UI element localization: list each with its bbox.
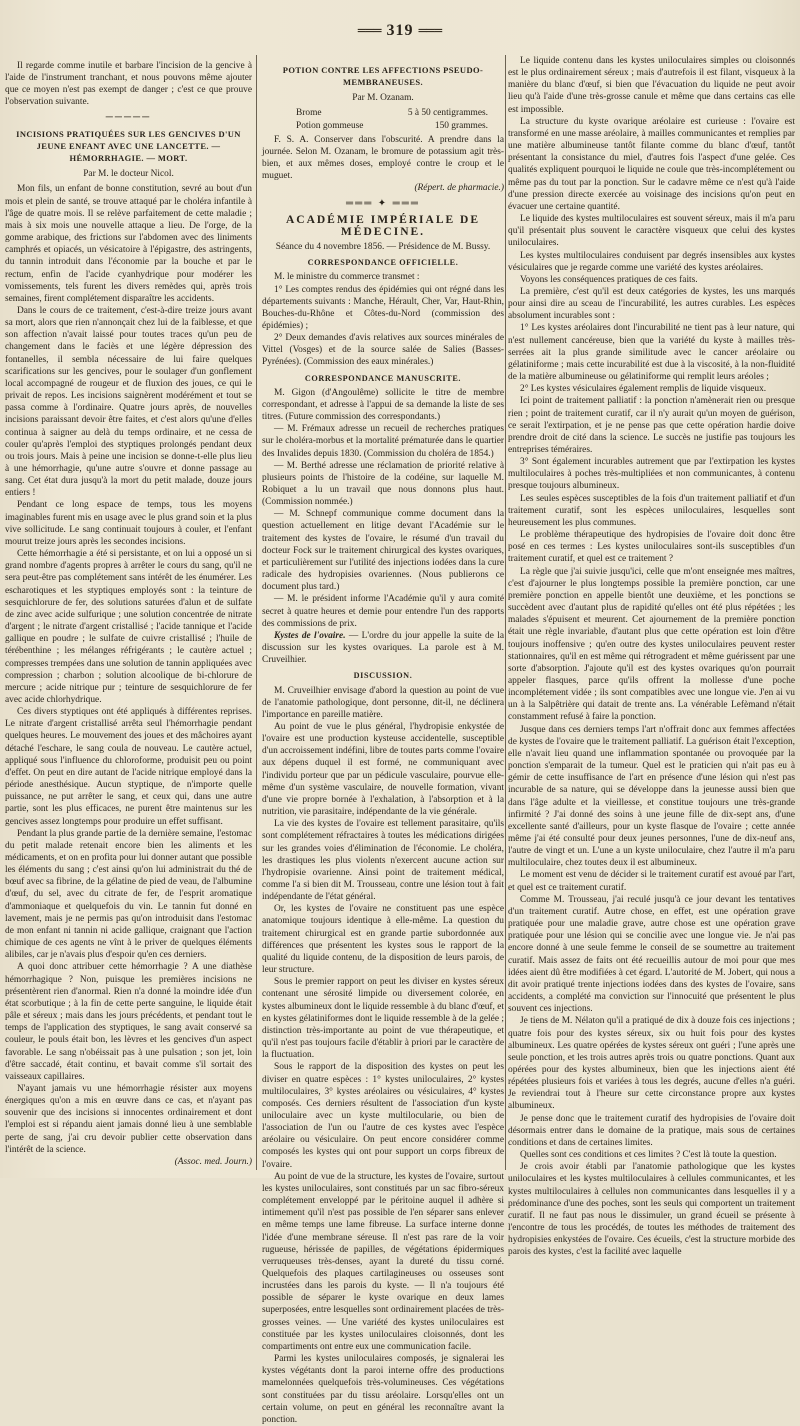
paragraph: Comme M. Trousseau, j'ai reculé jusqu'à ce jour devant les tentatives d'un traitement curatif. Autre chose, en effet, est une opération grave pratiquée pour une maladie grave, autre chose est une opération grave pratiquée pour une lésion qui se concilie avec une longue vie. Je n'ai pas encore donné à une seule femme le conseil de se soumettre au traitement curatif. Mais assez de faits ont été recueillis autour de moi pour que mes idées aient dû être modifiées à cet égard. L'autorité de M. Jobert, qui nous a dit avoir pratiqué trente injections iodées dans des kystes de l'ovaire, sans accidents, a complété ma conviction sur l'innocuité que présentent le plus souvent ces injections. <box>508 894 795 1015</box>
paragraph: Voyons les conséquences pratiques de ces faits. <box>520 274 698 285</box>
header-ornament-left: ═══ <box>357 24 382 39</box>
header-ornament-right: ═══ <box>418 24 443 39</box>
formula-row <box>262 120 504 132</box>
formula-quantity: 150 grammes. <box>434 120 488 131</box>
paragraph: Je pense donc que le traitement curatif des hydropisies de l'ovaire doit désormais entrer dans le domaine de la pratique, mais sous de certaines conditions et dans de certaines limites. <box>508 1113 795 1148</box>
corr-manuscrite-title: CORRESPONDANCE MANUSCRITE. <box>304 373 462 383</box>
separator: ═══ ✦ ═══ <box>346 197 420 209</box>
paragraph: Jusque dans ces derniers temps l'art n'offrait donc aux femmes affectées de kystes de l'ovaire que le traitement palliatif. La guérison était l'exception, elle n'avait lieu quand une inflammation spontanée ou provoquée par la ponction s'emparait de la tumeur. Quel est le praticien qui n'ait pas eu à gémir de cette insuffisance de l'art en présence d'une lésion qui n'est pas incurable de sa nature, qui se développe dans la jeunesse aussi bien que dans l'âge adulte et la vieillesse, et constitue toujours une très-grande infirmité ? J'ai donné des soins à une jeune fille de dix-sept ans, d'une excellente santé d'ailleurs, pour un kyste flasque de l'ovaire ; cette année même j'ai été consulté pour deux jeunes personnes, l'une de dix-neuf ans, l'autre de vingt et un. L'une a un kyste uniloculaire, chez l'autre il m'a paru multiloculaire, chez toutes deux il est albumineux. <box>508 724 795 869</box>
paragraph: 2° Deux demandes d'avis relatives aux sources minérales de Vittel (Vosges) et de la source salée de Salies (Basses-Pyrénées). (Commission des eaux minérales.) <box>262 333 504 368</box>
formula-ingredient: Potion gommeuse <box>296 120 364 131</box>
paragraph: Au point de vue le plus général, l'hydropisie enkystée de l'ovaire est une production kysteuse accidentelle, susceptible d'un accroissement indéfini, libre de toutes parts comme l'ovaire aux dépens duquel il est formé, ne communiquant avec l'individu porteur que par un pédicule vasculaire, pourvue elle-même d'un système vasculaire, de nouvelle formation, vivant d'une vie propre bornée à l'exhalation, à l'absorption et à la nutrition, vie parasitaire, indépendante de la vie générale. <box>262 721 504 818</box>
paragraph: Parmi les kystes uniloculaires composés, je signalerai les kystes végétants dont la paroi interne offre des productions mamelonnées quelquefois très-volumineuses. Ces végétations sont constituées par du tissu aréolaire. Lorsqu'elles ont un certain volume, on peut en général les reconnaître avant la ponction. <box>262 1354 504 1425</box>
paragraph: Je crois avoir établi par l'anatomie pathologique que les kystes uniloculaires et les kystes multiloculaires à cellules communicantes, et les kystes multiloculaires à cellules non communicantes dans lesquelles il y a prédominance d'une des poches, sont les seuls qui comportent un traitement curatif. Il ne faut pas nous le dissimuler, un grand écueil se présente à l'encontre de tous les procédés, de toutes les méthodes de traitement des hydropisies enkystées de l'ovaire. Ces écueils, c'est la structure morbide des parois des kystes, c'est la facilité avec laquelle <box>508 1162 795 1258</box>
seance-line: Séance du 4 novembre 1856. — Présidence de M. Bussy. <box>275 242 491 253</box>
paragraph: Le liquide des kystes multiloculaires est souvent séreux, mais il m'a paru qu'il présentait plus souvent le caractère visqueux que celui des kystes uniloculaires. <box>508 214 795 249</box>
paragraph: La première, c'est qu'il est deux catégories de kystes, les uns marqués pour ainsi dire au sceau de l'incurabilité, les autres curables. Les espèces absolument incurables sont : <box>508 286 795 322</box>
paragraph: Or, les kystes de l'ovaire ne constituent pas une espèce anatomique toujours identique à elle-même. La question du traitement chirurgical est en grande partie subordonnée aux différences que présentent les kystes sous le rapport de la qualité du liquide contenu, de la disposition de leurs parois, de leur structure. <box>262 904 504 976</box>
academy-title: ACADÉMIE IMPÉRIALE DE MÉDECINE. <box>285 213 481 238</box>
intro-paragraph: Il regarde comme inutile et barbare l'incision de la gencive à l'aide de l'instrument tranchant, et nous pouvons même ajouter que ce moyen n'est pas exempt de danger ; c'est ce que prouve l'observation suivante. <box>5 61 252 108</box>
paragraph: La vie des kystes de l'ovaire est tellement parasitaire, qu'ils sont complétement réfractaires à toutes les médications dirigées sur les grandes voies d'élimination de l'économie. Le choléra, les drastiques les plus violents n'exercent aucune action sur l'hydropisie ovarienne. Ainsi point de traitement médical, comme l'a si bien dit M. Trousseau, contre une lésion tout à fait indépendante de l'état général. <box>262 819 504 903</box>
paragraph: M. Gigon (d'Angoulême) sollicite le titre de membre correspondant, et adresse à l'appui de sa demande la liste de ses titres. (Future commission des correspondants.) <box>262 387 504 423</box>
paragraph: — M. Berthé adresse une réclamation de priorité relative à plusieurs points de l'histoire de la codéine, sur laquelle M. Robiquet a lu un travail que nous donnons plus haut. (Commission nommée.) <box>262 460 504 508</box>
paragraph: Le moment est venu de décider si le traitement curatif est avoué par l'art, et quel est ce traitement curatif. <box>508 870 795 893</box>
potion-source: (Répert. de pharmacie.) <box>414 183 504 194</box>
paragraph: A quoi donc attribuer cette hémorrhagie ? A une diathèse hémorrhagique ? Non, puisque les premières incisions ne présentèrent rien d'anormal. Rien n'a donné la moindre idée d'un état scorbutique ; à la fin de cette perte sanguine, le liquide était pâle et séreux ; mais dans les jours précédents, et pendant tout le temps de l'application des styptiques, le sang avait conservé sa couleur, le pouls était bon, les lèvres et les gencives d'un aspect favorable. Le sang n'obéissait pas à une pulsation ; son jet, loin d'être saccadé, était continu, et bavait comme s'il sortait des vaisseaux capillaires. <box>5 962 252 1082</box>
column-right <box>508 55 795 1258</box>
paragraph: — M. Frémaux adresse un recueil de recherches pratiques sur le choléra-morbus et la mortalité prématurée dans le quartier des Invalides depuis 1830. (Commission du choléra de 1854.) <box>262 424 504 459</box>
paragraph: 3° Sont également incurables autrement que par l'extirpation les kystes multiloculaires à poches très-multipliées et non communicantes, à contenu presque toujours albumineux. <box>508 457 795 492</box>
paragraph: La structure du kyste ovarique aréolaire est curieuse : l'ovaire est transformé en une masse aréolaire, à mailles communicantes et remplies par une matière albumineuse tantôt filante comme du blanc d'œuf, tantôt présentant la consistance du miel, d'autres fois l'aspect d'une gelée. Ces qualités expliquent pourquoi le liquide ne coule que très-incomplétement ou même pas du tout par la ponction. Sur le cadavre même ce n'est qu'à l'aide d'une pression directe exercée au voisinage des incisions qu'on peut en évacuer une certaine quantité. <box>508 116 795 212</box>
paragraph: 2° Les kystes vésiculaires également remplis de liquide visqueux. <box>520 384 767 395</box>
paragraph: 1° Les kystes aréolaires dont l'incurabilité ne tient pas à leur nature, qui n'est nullement cancéreuse, bien que la variété du kyste à mailles très-serrées ait la plus grande similitude avec le cancer aréolaire ou gélatiniforme ; mais cette incurabilité est due à la viscosité, à la non-fluidité de la matière albumineuse ou gélatiniforme qui remplit leurs aréoles ; <box>508 323 795 383</box>
page-header <box>0 20 800 42</box>
paragraph: Le problème thérapeutique des hydropisies de l'ovaire doit donc être posé en ces termes : Les kystes uniloculaires sont-ils susceptibles d'un traitement curatif, et quel est ce traitement ? <box>508 530 795 565</box>
paragraph: Ici point de traitement palliatif : la ponction n'amènerait rien ou presque rien ; point de traitement curatif, car il n'y aurait qu'un moyen de guérison, ce serait l'extirpation, et je ne pense pas que cette opération hardie doive prendre droit de cité dans la science. Le succès ne justifie pas toujours les entreprises téméraires. <box>508 396 795 455</box>
page-number: 319 <box>386 22 414 39</box>
column-left <box>5 60 252 1170</box>
article-title: INCISIONS PRATIQUÉES SUR LES GENCIVES D'UN JEUNE ENFANT AVEC UNE LANCETTE. — HÉMORRHAGIE. — MORT. <box>16 128 241 164</box>
potion-title: POTION CONTRE LES AFFECTIONS PSEUDO-MEMBRANEUSES. <box>282 65 484 88</box>
paragraph: — M. le président informe l'Académie qu'il y aura comité secret à quatre heures et demie pour entendre l'un des rapports des commissions de prix. <box>262 594 504 629</box>
paragraph: Sous le premier rapport on peut les diviser en kystes séreux contenant une sérosité limpide ou diversement colorée, en kystes albumineux dont le liquide ressemble à du blanc d'œuf, et en kystes gélatiniformes dont le liquide ressemble à de la gelée ; distinction très-importante au point de vue thérapeutique, et qu'il n'est pas toujours facile d'établir à priori par le caractère de la fluctuation. <box>262 977 504 1061</box>
paragraph: Les seules espèces susceptibles de la fois d'un traitement palliatif et d'un traitement curatif, sont les espèces uniloculaires, lesquelles sont heureusement les plus communes. <box>508 493 795 528</box>
paragraph: M. Cruveilhier envisage d'abord la question au point de vue de l'anatomie pathologique, dont personne, dit-il, ne déclinera l'importance en pareille matière. <box>262 685 504 720</box>
kystes-text: — L'ordre du jour appelle la suite de la discussion sur les kystes ovariques. La parole est à M. Cruveilhier. <box>262 630 504 666</box>
paragraph: Cette hémorrhagie a été si persistante, et on lui a opposé un si grand nombre d'agents propres à arrêter le cours du sang, qu'il ne sera peut-être pas complétement sans intérêt de les énumérer. Les escharotiques et les styptiques employés sont : la teinture de sesquichlorure de fer, des solutions saturées d'alun et de sulfate de zinc avec acide sulfurique ; une solution concentrée de nitrate d'argent ; le nitrate d'argent cristallisé ; l'acide tannique et l'acide gallique en poudre ; le sulfate de cuivre cristallisé ; l'huile de térébenthine ; les mélanges réfrigérants ; le cautère actuel ; compresses trempées dans une solution de tannin appliquées avec compression ; charbon ; solution alcoolique de bi-chlorure de mercure ; acide nitrique pur ; teinture de sesquichlorure de fer avec acide chlorhydrique. <box>5 549 252 705</box>
formula-row <box>262 107 504 119</box>
separator: ───── <box>105 111 152 123</box>
paragraph: Mon fils, un enfant de bonne constitution, sevré au bout d'un mois et plein de santé, se trouve attaqué par le choléra infantile à l'âge de quatre mois. Il se relève parfaitement de cette maladie ; mais à six mois une nouvelle attaque a lieu. De l'orge, de la gomme arabique, des frictions sur l'abdomen avec des liniments camphrés et opiacés, un vésicatoire à l'épigastre, des astringents, du tannin introduit dans l'économie par la bouche et par le rectum, enfin de l'acide cyanhydrique pour modérer les vomissements, tels furent les divers remèdes qui, après trois semaines, firent complétement disparaître les accidents. <box>5 184 252 304</box>
paragraph: La règle que j'ai suivie jusqu'ici, celle que m'ont enseignée mes maîtres, c'est d'ajourner le plus longtemps possible la première ponction, car une première ponction en appelle bientôt une deuxième, et les ponctions se succèdent avec d'autant plus de rapidité qu'elles ont été plus répétées ; les malades s'épuisent et meurent. Cet ajournement de la première ponction était une règle invariable, d'autant plus que cette opération est loin d'être toujours inoffensive ; qu'en outre des kystes uniloculaires peuvent rester stationnaires, qu'il en est même qui rétrogradent et même guérissent par une sorte d'absorption. J'ajoute qu'il est des kystes ovariques qu'on pourrait appeler flasques, parce qu'ils offrent la mollesse d'une poche incomplétement vidée ; ils sont compatibles avec une longue vie. J'en ai vu un à la Salpêtrière qui datait de trente ans. La vénérable Lefèmand n'était constamment refusé à faire la ponction. <box>508 566 795 723</box>
formula-ingredient: Brome <box>296 108 322 119</box>
paragraph: Sous le rapport de la disposition des kystes on peut les diviser en quatre espèces : 1° kystes uniloculaires, 2° kystes multiloculaires, 3° kystes aréolaires ou vésiculaires, 4° kystes composés. Ces derniers résultent de l'association d'un kyste uniloculaire avec un kyste multilocularie, ou bien de l'association de l'un ou l'autre de ces kystes avec l'espèce aréolaire ou vésiculaire. On peut encore considérer comme composés les kystes qui ont pour support un corps fibreux de l'ovaire. <box>262 1062 504 1170</box>
paragraph: Pendant ce long espace de temps, tous les moyens imaginables furent mis en usage avec le plus grand soin et la plus vive sollicitude. Le sang continuait toujours à couler, et l'enfant mourut treize jours après les secondes incisions. <box>5 500 252 547</box>
paragraph: Pendant la plus grande partie de la dernière semaine, l'estomac du petit malade retenait encore bien les aliments et les médicaments, et on en profita pour lui donner autant que possible les éléments du sang ; c'est ainsi qu'on lui administrait du thé de bœuf avec sa fibrine, de la gélatine de pied de veau, de l'albumine d'œuf, du sel, avec du citrate de fer, de l'esprit aromatique d'ammoniaque et quelquefois du vin. Le tannin fut donné en lavement, mais je ne permis pas qu'on introduisit dans l'estomac de mon enfant ni tannin ni acide gallique, craignant que l'action chimique de ces agents ne vînt à le priver de quelques éléments alibiles, car je n'avais plus d'espoir qu'en ces derniers. <box>5 828 252 961</box>
paragraph: Je tiens de M. Nélaton qu'il a pratiqué de dix à douze fois ces injections ; quatre fois pour des kystes séreux, six ou huit fois pour des kystes albumineux. Les quatre opérées de kystes séreux ont guéri ; l'une après une seule ponction, et les trois autres après trois ou quatre ponctions. Quant aux opérées pour des kystes albumineux, bien que les injections aient été répétées plusieurs fois et variées à tous les degrés, aucune d'elles n'a guéri. Je reviendrai tout à l'heure sur cette circonstance propre aux kystes albumineux. <box>508 1016 795 1112</box>
paragraph: 1° Les comptes rendus des épidémies qui ont régné dans les départements suivants : Manche, Hérault, Cher, Var, Haut-Rhin, Bouches-du-Rhône et Côtes-du-Nord (commission des épidémies) ; <box>262 284 504 331</box>
formula <box>262 107 504 131</box>
column-divider-2 <box>505 55 506 1170</box>
kystes-lead: Kystes de l'ovaire. <box>274 630 346 641</box>
corr-officielle-title: CORRESPONDANCE OFFICIELLE. <box>307 258 459 268</box>
discussion-title: DISCUSSION. <box>353 671 413 681</box>
paragraph: Les kystes multiloculaires conduisent par degrés insensibles aux kystes vésiculaires que je regarde comme une variété des kystes aréolaires. <box>508 250 795 273</box>
column-divider-1 <box>256 55 257 1170</box>
kystes-paragraph <box>262 630 504 666</box>
paragraph: Ces divers styptiques ont été appliqués à différentes reprises. Le nitrate d'argent cristallisé arrêta seul l'hémorrhagie pendant quelques heures. Le mouvement des joues et des mâchoires ayant détaché l'eschare, le sang coula de nouveau. Le cautère actuel, appliqué sous l'influence du chloroforme, produisit peu ou point d'effet. On peut en dire autant de l'acide nitrique employé dans la période anesthésique. Aucun styptique, de n'importe quelle puissance, ne put arrêter le sang, et ceux qui, dans une autre partie, sont les plus efficaces, ne purent être maintenus sur les gencives assez longtemps pour produire un effet suffisant. <box>5 707 252 827</box>
potion-text: F. S. A. Conserver dans l'obscurité. A prendre dans la journée. Selon M. Ozanam, le bromure de potassium agit très-bien, et aux mêmes doses, employé contre le croup et le muguet. <box>262 134 504 182</box>
paragraph: Quelles sont ces conditions et ces limites ? C'est là toute la question. <box>520 1150 777 1161</box>
article-byline: Par M. le docteur Nicol. <box>83 169 174 180</box>
potion-byline: Par M. Ozanam. <box>352 93 414 104</box>
paragraph: M. le ministre du commerce transmet : <box>274 272 420 283</box>
column-middle <box>262 60 504 1425</box>
paragraph: Dans le cours de ce traitement, c'est-à-dire treize jours avant sa mort, alors que rien n'annonçait chez lui de la faiblesse, et que son affection n'avait laissé pour toutes traces qu'un peu de changement dans le faciès et une légère dépression des fontanelles, il sembla nécessaire de lui faire quelques scarifications sur les gencives, pour le soulager d'un gonflement local accompagné de rougeur et de fluxion des joues, ce qui le privait de repos. Les incisions saignèrent modérément et tout se passa comme à l'ordinaire. Quatre jours après, de nouvelles incisions paraissant devoir être faites, et c'est alors qu'une d'elles continua à saigner au delà du temps ordinaire, et ne cessa de couler qu'après l'emploi des styptiques prolongés pendant deux ou trois jours. Mais à peine une incision se donne-t-elle plus lieu à une hémorrhagie, qu'une autre s'ouvre et donne passage au sang. Cet état dura jusqu'à la mort du petit malade, douze jours entiers ! <box>5 305 252 499</box>
paragraph: Au point de vue de la structure, les kystes de l'ovaire, surtout les kystes uniloculaires, sont constitués par un sac fibro-séreux complétement enveloppé par le péritoine auquel il adhère si intimement qu'il n'est pas possible de l'en séparer sans enlever en même temps une lame fibreuse. La surface interne donne l'idée d'une membrane séreuse. Il n'est pas rare de la voir rugueuse, hérissée de papilles, de végétations épidermiques verruqueuses très-denses, ayant la dureté du tissu corné. Quelquefois des plaques cartilagineuses ou osseuses sont incrustées dans les parois du kyste. — Il n'a toujours été possible de séparer le kyste ovarique en deux lames superposées, entre lesquelles sont ordinairement placées de très-grosses veines. — Une variété des kystes uniloculaires est constituée par les kystes uniloculaires cloisonnés, dont les compartiments ont entre eux une communication facile. <box>262 1171 504 1352</box>
paragraph: N'ayant jamais vu une hémorrhagie résister aux moyens énergiques qu'on a mis en œuvre dans ce cas, et n'ayant pas souvenir que des incisions si innocentes ordinairement et dont l'emploi est si répandu aient jamais donné lieu à une semblable perte de sang, j'ai cru devoir publier cette observation dans l'intérêt de la science. <box>5 1083 252 1155</box>
paragraph: Le liquide contenu dans les kystes uniloculaires simples ou cloisonnés est le plus ordinairement séreux ; mais d'autrefois il est filant, visqueux à la manière du blanc d'œuf, si bien que l'évacuation du liquide ne peut avoir lieu qu'à l'aide d'une très-grosse canule et même que dans certains cas elle est impossible. <box>508 56 795 115</box>
paragraph: — M. Schnepf communique comme document dans la question actuellement en litige devant l'Académie sur le traitement des kystes de l'ovaire, le résumé d'un travail du docteur Fock sur le traitement chirurgical des kystes ovariques, et particulièrement sur l'utilité des injections iodées dans la cure radicale des hydropisies ovariennes. (Nous publierons ce document plus tard.) <box>262 509 504 593</box>
article-source: (Assoc. med. Journ.) <box>174 1156 252 1167</box>
formula-quantity: 5 à 50 centigrammes. <box>407 108 488 119</box>
